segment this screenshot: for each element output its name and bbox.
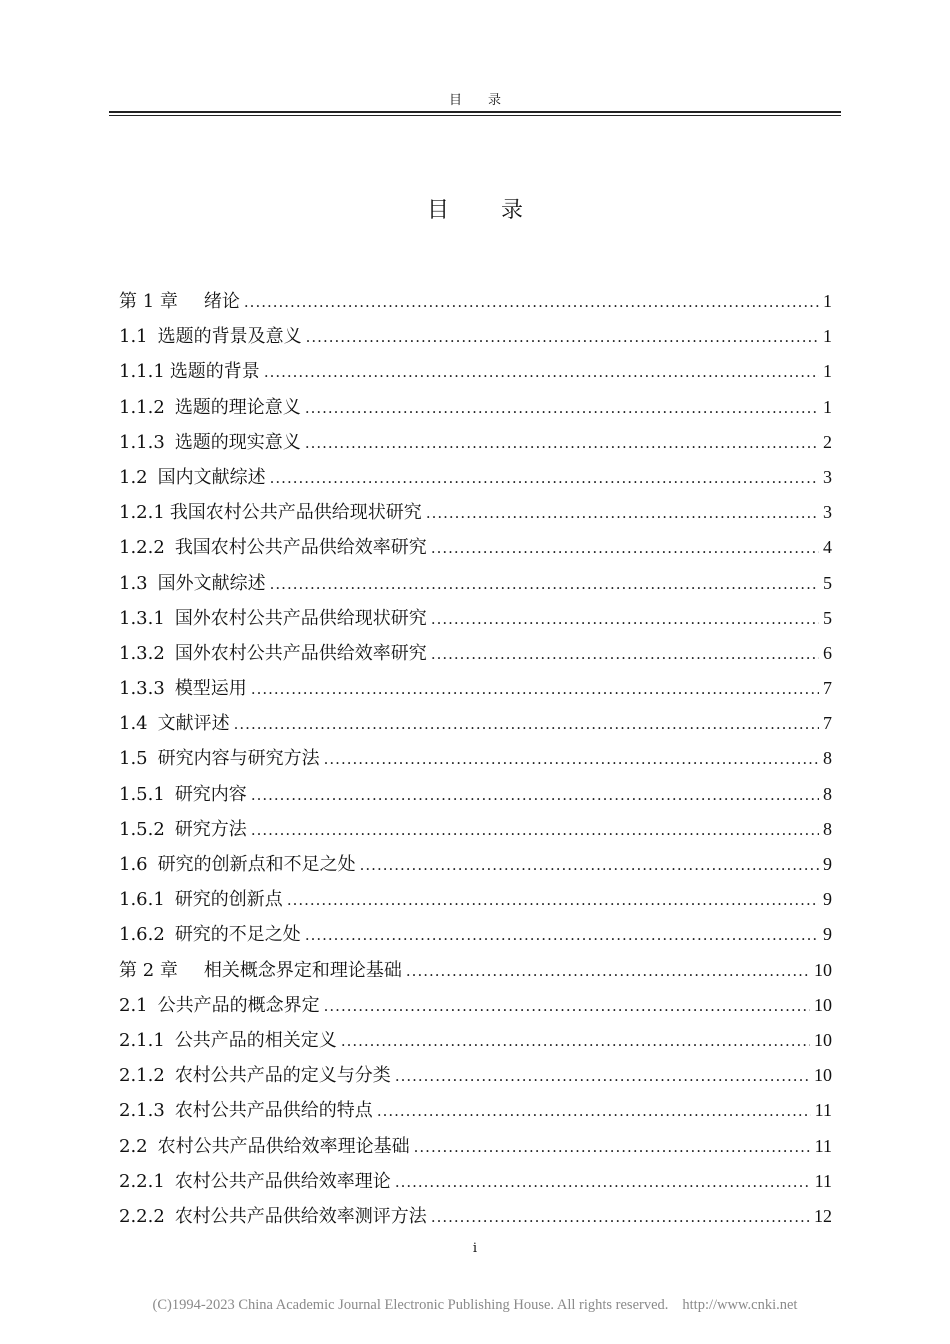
toc-entry-title: 农村公共产品的定义与分类 [174,1065,391,1087]
running-header: 目录 [448,93,527,108]
copyright-notice [0,1297,950,1314]
toc-entry-page: 8 [823,748,832,769]
toc-entry-number: 1.2.1 [119,502,165,524]
toc-entry-number: 第 1 章 [119,291,178,312]
toc-entry[interactable] [119,354,832,389]
toc-dot-leader [244,285,819,320]
toc-entry-title: 国外农村公共产品供给效率研究 [174,642,427,664]
toc-dot-leader [395,1059,810,1094]
toc-entry-label [119,601,427,636]
toc-entry-title: 选题的理论意义 [174,396,301,418]
toc-entry[interactable] [119,706,832,741]
toc-entry-label [119,917,301,952]
toc-entry-page: 10 [814,994,832,1015]
toc-entry-label [119,530,427,565]
header-rule-thin [109,115,841,116]
toc-dot-leader [360,848,819,883]
toc-dot-leader [270,461,819,496]
toc-entry[interactable] [119,530,832,565]
toc-entry-label [119,812,247,847]
toc-entry-label [119,671,247,706]
toc-entry-page: 6 [823,642,832,663]
toc-entry[interactable] [119,319,832,354]
toc-entry-title: 选题的现实意义 [174,431,301,453]
toc-entry-page: 10 [814,1029,832,1050]
toc-entry-label [119,390,301,425]
page-number: i [472,1241,478,1256]
toc-entry-number: 1.1.1 [119,361,165,383]
toc-entry-number: 1.6 [119,854,148,875]
toc-entry-title: 研究内容 [174,783,247,805]
toc-entry-page: 3 [823,502,832,523]
toc-entry[interactable] [119,1093,832,1128]
toc-entry-label [119,636,427,671]
toc-entry-page: 5 [823,607,832,628]
toc-dot-leader [431,602,819,637]
toc-dot-leader [305,918,819,953]
toc-entry-page: 12 [814,1205,832,1226]
toc-entry-label [119,1058,391,1093]
toc-entry-page: 1 [823,326,832,347]
toc-entry-title: 研究的不足之处 [174,924,301,946]
toc-dot-leader [305,426,819,461]
toc-entry-page: 8 [823,818,832,839]
toc-entry-page: 1 [823,291,832,311]
toc-entry-title: 研究内容与研究方法 [157,748,320,770]
toc-entry-page: 1 [823,396,832,417]
toc-dot-leader [341,1024,810,1059]
toc-entry-label [119,495,422,530]
page-title: 目录 [426,198,575,223]
toc-entry[interactable] [119,425,832,460]
toc-entry-title: 农村公共产品供给效率测评方法 [174,1205,427,1227]
toc-entry-page: 11 [814,1135,832,1156]
toc-entry[interactable] [119,566,832,601]
toc-entry-number: 1.5 [119,748,148,770]
toc-dot-leader [324,742,819,777]
toc-entry-label [119,425,301,460]
toc-entry-page: 3 [823,466,832,487]
toc-entry[interactable] [119,1129,832,1164]
toc-entry[interactable] [119,495,832,530]
toc-entry-page: 4 [823,537,832,558]
toc-entry-label [119,354,260,389]
toc-entry-label [119,777,247,812]
toc-entry-label [119,1023,337,1058]
toc-entry-page: 7 [823,678,832,699]
toc-entry-label [119,1129,410,1164]
toc-entry-number: 1.1.3 [119,431,165,453]
toc-entry-number: 1.5.1 [119,783,165,805]
toc-entry[interactable] [119,917,832,952]
toc-entry-number: 1.3 [119,572,148,594]
toc-dot-leader [264,355,819,390]
toc-dot-leader [234,707,819,742]
toc-entry[interactable] [119,390,832,425]
toc-entry-title: 模型运用 [174,678,247,700]
toc-entry[interactable] [119,882,832,917]
toc-entry-label [119,882,283,917]
toc-entry-title: 文献评述 [157,713,230,735]
toc-entry-label [119,319,302,354]
toc-entry-title: 国外文献综述 [157,572,266,594]
toc-dot-leader [426,496,819,531]
toc-entry-title: 相关概念界定和理论基础 [203,959,402,981]
toc-dot-leader [395,1165,811,1200]
header-rule [109,111,841,113]
toc-entry-number: 1.2.2 [119,537,165,559]
toc-entry-number: 2.1.1 [119,1029,165,1051]
toc-entry-label [119,988,320,1023]
toc-entry-title: 绪论 [203,291,240,312]
toc-entry-title: 我国农村公共产品供给效率研究 [174,537,427,559]
toc-dot-leader [270,567,819,602]
toc-entry-page: 5 [823,572,832,593]
toc-entry-title: 研究方法 [174,818,247,840]
toc-entry-number: 第 2 章 [119,959,178,981]
toc-entry-page: 7 [823,713,832,734]
toc-entry-page: 9 [823,854,832,874]
toc-entry-page: 9 [823,924,832,945]
toc-entry-title: 农村公共产品供给的特点 [174,1100,373,1122]
toc-entry[interactable] [119,460,832,495]
toc-dot-leader [431,531,819,566]
toc-dot-leader [251,778,819,813]
toc-entry-title: 选题的背景 [169,361,260,383]
toc-entry-title: 选题的背景及意义 [157,326,302,348]
toc-entry-number: 2.2 [119,1135,148,1157]
toc-entry-number: 1.1 [119,326,148,348]
toc-dot-leader [431,1200,810,1235]
toc-entry-number: 1.1.2 [119,396,165,418]
toc-entry[interactable] [119,741,832,776]
toc-entry-page: 8 [823,783,832,804]
toc-entry-page: 2 [823,431,832,452]
toc-entry-number: 2.1.2 [119,1065,165,1087]
toc-entry-number: 2.1.3 [119,1100,165,1122]
toc-entry-number: 1.3.3 [119,678,165,700]
toc-entry[interactable] [119,636,832,671]
toc-entry-label [119,847,356,882]
toc-dot-leader [287,883,819,918]
toc-entry-page: 11 [814,1170,832,1191]
toc-entry[interactable] [119,1023,832,1058]
toc-entry-title: 我国农村公共产品供给现状研究 [169,502,422,524]
toc-entry[interactable] [119,777,832,812]
toc-entry[interactable] [119,601,832,636]
toc-dot-leader [324,989,810,1024]
toc-entry-label [119,566,266,601]
toc-entry-title: 国外农村公共产品供给现状研究 [174,607,427,629]
toc-entry-number: 1.2 [119,466,148,488]
toc-entry-number: 1.5.2 [119,818,165,840]
toc-entry-title: 研究的创新点和不足之处 [157,854,356,875]
toc-dot-leader [305,391,819,426]
toc-entry[interactable] [119,1199,832,1234]
toc-entry[interactable] [119,812,832,847]
toc-entry[interactable] [119,671,832,706]
toc-entry-label [119,460,266,495]
toc-entry-label [119,284,240,319]
toc-entry-number: 1.4 [119,713,148,735]
toc-entry[interactable] [119,1058,832,1093]
toc-entry-label [119,1199,427,1234]
toc-dot-leader [306,320,819,355]
toc-entry-title: 国内文献综述 [157,466,266,488]
toc-entry-page: 11 [814,1100,832,1121]
toc-entry-title: 农村公共产品供给效率理论基础 [157,1135,410,1157]
toc-entry[interactable] [119,988,832,1023]
toc-entry-page: 1 [823,361,832,382]
toc-entry-label [119,1093,373,1128]
toc-entry-label [119,1164,391,1199]
toc-entry-number: 1.6.1 [119,889,165,911]
toc-entry-number: 2.2.2 [119,1205,165,1227]
toc-dot-leader [406,954,810,989]
toc-entry[interactable] [119,847,832,882]
toc-entry-page: 9 [823,889,832,910]
toc-dot-leader [414,1130,811,1165]
toc-entry-label [119,706,230,741]
toc-entry-title: 公共产品的概念界定 [157,994,320,1016]
copyright-text: (C)1994-2023 China Academic Journal Electronic Publishing House. All rights reserved. [152,1297,669,1313]
toc-entry-page: 10 [814,1065,832,1086]
toc-entry-title: 研究的创新点 [174,889,283,911]
toc-entry-page: 10 [814,959,832,980]
table-of-contents [119,284,832,1234]
toc-entry-title: 农村公共产品供给效率理论 [174,1170,391,1192]
toc-entry[interactable] [119,1164,832,1199]
toc-dot-leader [377,1094,811,1129]
toc-entry[interactable] [119,284,832,319]
toc-entry-label [119,953,402,988]
toc-entry-label [119,741,320,776]
toc-entry-number: 2.2.1 [119,1170,165,1192]
toc-entry-number: 1.3.1 [119,607,165,629]
toc-entry-number: 2.1 [119,994,148,1016]
toc-dot-leader [251,672,819,707]
toc-entry-title: 公共产品的相关定义 [174,1029,337,1051]
toc-entry[interactable] [119,953,832,988]
toc-entry-number: 1.3.2 [119,642,165,664]
toc-entry-number: 1.6.2 [119,924,165,946]
toc-dot-leader [431,637,819,672]
cnki-url[interactable]: http://www.cnki.net [682,1297,798,1313]
toc-dot-leader [251,813,819,848]
